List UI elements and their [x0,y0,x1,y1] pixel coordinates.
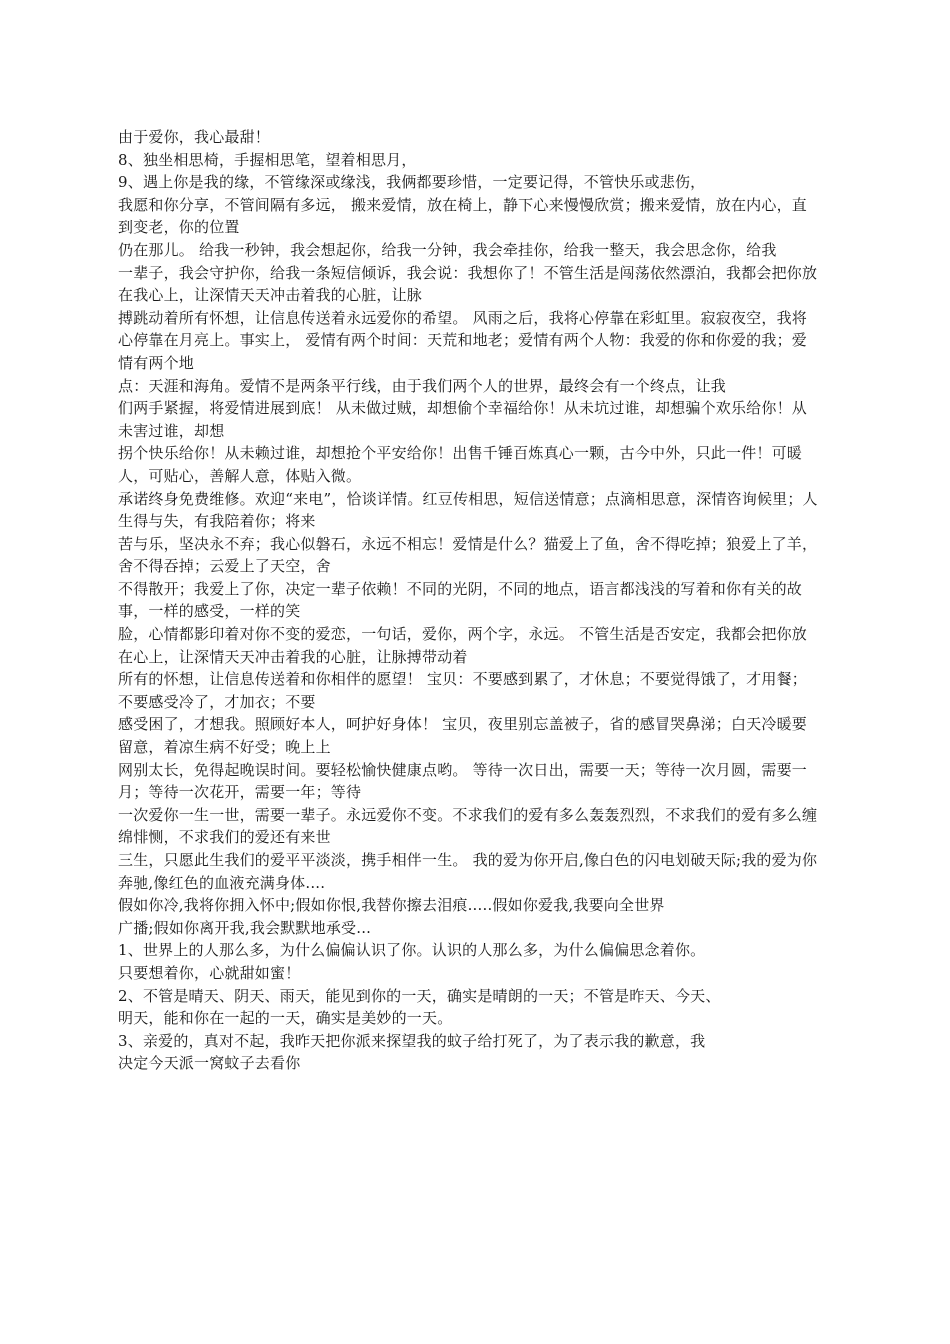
document-body [118,126,818,1075]
text-line-26: 3、亲爱的，真对不起，我昨天把你派来探望我的蚊子给打死了，为了表示我的歉意，我 [118,1031,706,1050]
text-line-25: 明天，能和你在一起的一天，确实是美妙的一天。 [118,1009,453,1028]
text-line-9: 们两手紧握，将爱情进展到底！ 从未做过贼，却想偷个幸福给你！从未坑过谁，却想骗个欢乐给你！从未害过谁，却想 [118,399,807,440]
text-line-18: 一次爱你一生一世，需要一辈子。永远爱你不变。不求我们的爱有多么轰轰烈烈，不求我们的爱有多么缠绵悱恻，不求我们的爱还有来世 [118,805,818,847]
text-line-3: 9、遇上你是我的缘，不管缘深或缘浅，我俩都要珍惜，一定要记得，不管快乐或悲伤， [118,173,706,192]
text-line-23: 只要想着你，心就甜如蜜！ [118,963,301,982]
text-line-7: 搏跳动着所有怀想，让信息传送着永远爱你的希望。 风雨之后，我将心停靠在彩虹里。寂寂夜空，我将心停靠在月亮上。事实上， 爱情有两个时间：天荒和地老；爱情有两个人物：我爱的你和你爱的我；爱情有两个地 [118,308,807,372]
text-line-20: 假如你冷,我将你拥入怀中;假如你恨,我替你擦去泪痕.....假如你爱我,我要向全世界 [118,896,665,915]
text-line-21: 广播;假如你离开我,我会默默地承受... [118,918,372,937]
text-line-2: 8、独坐相思椅，手握相思笔，望着相思月， [118,150,417,169]
text-line-16: 感受困了，才想我。照顾好本人，呵护好身体！ 宝贝，夜里别忘盖被子，省的感冒哭鼻涕；白天冷暖要留意，着凉生病不好受；晚上上 [118,715,807,757]
text-line-19: 三生，只愿此生我们的爱平平淡淡，携手相伴一生。 我的爱为你开启,像白色的闪电划破天际;我的爱为你奔驰,像红色的血液充满身体.... [118,851,818,892]
text-line-8: 点：天涯和海角。爱情不是两条平行线，由于我们两个人的世界，最终会有一个终点，让我 [118,376,727,395]
text-line-12: 苦与乐，坚决永不弃；我心似磐石，永远不相忘！爱情是什么？猫爱上了鱼，舍不得吃掉；狼爱上了羊，舍不得吞掉；云爱上了天空，舍 [118,534,818,576]
text-line-22: 1、世界上的人那么多，为什么偏偏认识了你。认识的人那么多，为什么偏偏思念着你。 [118,941,706,960]
text-line-17: 网别太长，免得起晚误时间。要轻松愉快健康点哟。 等待一次日出，需要一天；等待一次月圆，需要一月；等待一次花开，需要一年；等待 [118,760,807,802]
text-line-24: 2、不管是晴天、阴天、雨天，能见到你的一天，确实是晴朗的一天；不管是昨天、今天、 [118,986,721,1005]
text-line-10: 拐个快乐给你！从未赖过谁，却想抢个平安给你！出售千锤百炼真心一颗，古今中外，只此一件！可暖人，可贴心，善解人意，体贴入微。 [118,444,803,485]
text-line-1: 由于爱你，我心最甜！ [118,128,271,146]
text-line-11: 承诺终身免费维修。欢迎“来电”，恰谈详情。红豆传相思，短信送情意；点滴相思意，深情咨询候里；人生得与失，有我陪着你；将来 [118,489,818,531]
text-line-13: 不得散开；我爱上了你，决定一辈子依赖！不同的光阴，不同的地点，语言都浅浅的写着和你有关的故事，一样的感受，一样的笑 [118,579,803,621]
text-line-15: 所有的怀想，让信息传送着和你相伴的愿望！ 宝贝：不要感到累了，才休息；不要觉得饿了，才用餐；不要感受冷了，才加衣；不要 [118,670,807,711]
text-line-14: 脸，心情都影印着对你不变的爱恋，一句话，爱你，两个字，永远。 不管生活是否安定，我都会把你放在心上，让深情天天冲击着我的心脏，让脉搏带动着 [118,625,807,666]
text-line-6: 一辈子，我会守护你，给我一条短信倾诉，我会说：我想你了！不管生活是闯荡依然漂泊，我都会把你放在我心上，让深情天天冲击着我的心脏，让脉 [118,263,818,305]
text-line-5: 仍在那儿。 给我一秒钟，我会想起你，给我一分钟，我会牵挂你，给我一整天，我会思念你，给我 [118,240,777,259]
text-line-27: 决定今天派一窝蚊子去看你 [118,1054,301,1073]
text-line-4: 我愿和你分享，不管间隔有多远， 搬来爱情，放在椅上，静下心来慢慢欣赏；搬来爱情，放在内心，直到变老，你的位置 [118,195,807,237]
